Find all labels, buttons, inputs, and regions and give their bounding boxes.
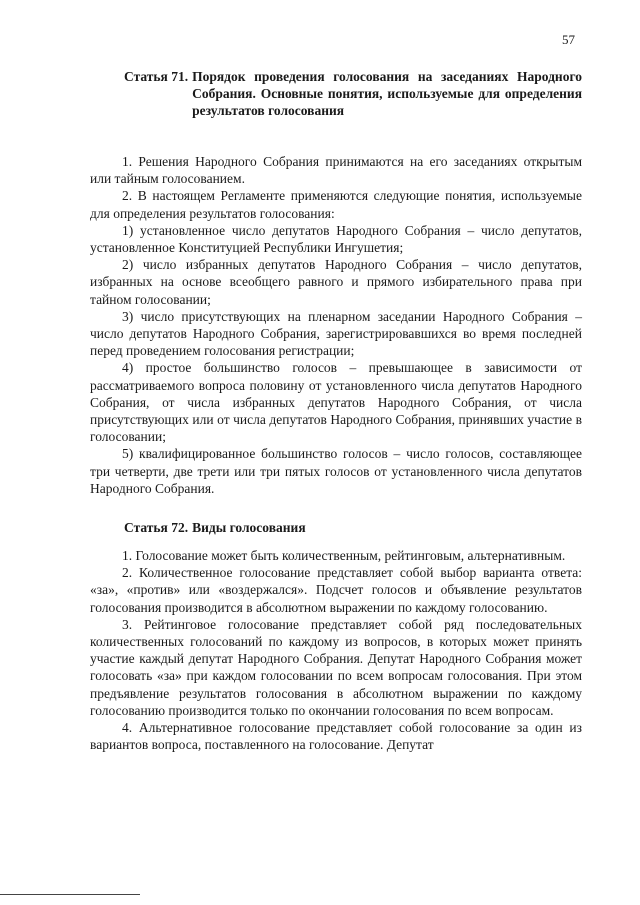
paragraph: 5) квалифицированное большинство голосов – число голосов, составляющее три четверти, две трети или три пятых голосов от установленного числа депутатов Народного Собрания. (90, 446, 582, 496)
article-72-title: Виды голосования (192, 520, 306, 535)
paragraph: 3. Рейтинговое голосование представляет собой ряд последовательных количественных голосований по каждому из вопросов, в которых может принять участие каждый депутат Народного Собрания. Депутат Народного Собрания может голосовать «за» при каждом голосовании по всем вопросам голосования. При этом предъявление результатов голосования в абсолютном выражении по каждому голосованию производится только по окончании голосования по всем вопросам. (90, 616, 582, 718)
article-72-label: Статья 72. (124, 520, 189, 535)
paragraph: 4. Альтернативное голосование представляет собой голосование за один из вариантов вопроса, поставленного на голосование. Депутат (90, 720, 582, 753)
article-72-heading (124, 519, 582, 536)
paragraph: 1. Решения Народного Собрания принимаются на его заседаниях открытым или тайным голосованием. (90, 154, 582, 187)
scan-edge-line (0, 894, 140, 895)
paragraph: 2. Количественное голосование представляет собой выбор варианта ответа: «за», «против» или «воздержался». Подсчет голосов и объявление результатов голосования производится в абсолютном выражении по каждому голосованию. (90, 565, 582, 615)
article-71-label: Статья 71. (124, 69, 189, 84)
page-number: 57 (562, 32, 575, 47)
paragraph: 1) установленное число депутатов Народного Собрания – число депутатов, установленное Конституцией Республики Ингушетия; (90, 222, 582, 256)
article-71-title: Порядок проведения голосования на заседаниях Народного Собрания. Основные понятия, используемые для определения результатов голосования (192, 69, 582, 118)
paragraph: 2. В настоящем Регламенте применяются следующие понятия, используемые для определения результатов голосования: (90, 188, 582, 221)
paragraph: 1. Голосование может быть количественным, рейтинговым, альтернативным. (122, 548, 566, 563)
article-72-body (90, 547, 582, 753)
paragraph: 4) простое большинство голосов – превышающее в зависимости от рассматриваемого вопроса половину от установленного числа депутатов Народного Собрания, от числа избранных депутатов Народного Собрания, от числа присутствующих или от числа депутатов Народного Собрания, принявших участие в голосовании; (90, 360, 582, 445)
paragraph: 2) число избранных депутатов Народного Собрания – число депутатов, избранных на основе всеобщего равного и прямого избирательного права при тайном голосовании; (90, 257, 582, 307)
article-71-body (90, 153, 582, 497)
article-71-heading (124, 68, 582, 119)
paragraph: 3) число присутствующих на пленарном заседании Народного Собрания – число депутатов Народного Собрания, зарегистрировавшихся во время последней перед проведением голосования регистрации; (90, 308, 582, 359)
